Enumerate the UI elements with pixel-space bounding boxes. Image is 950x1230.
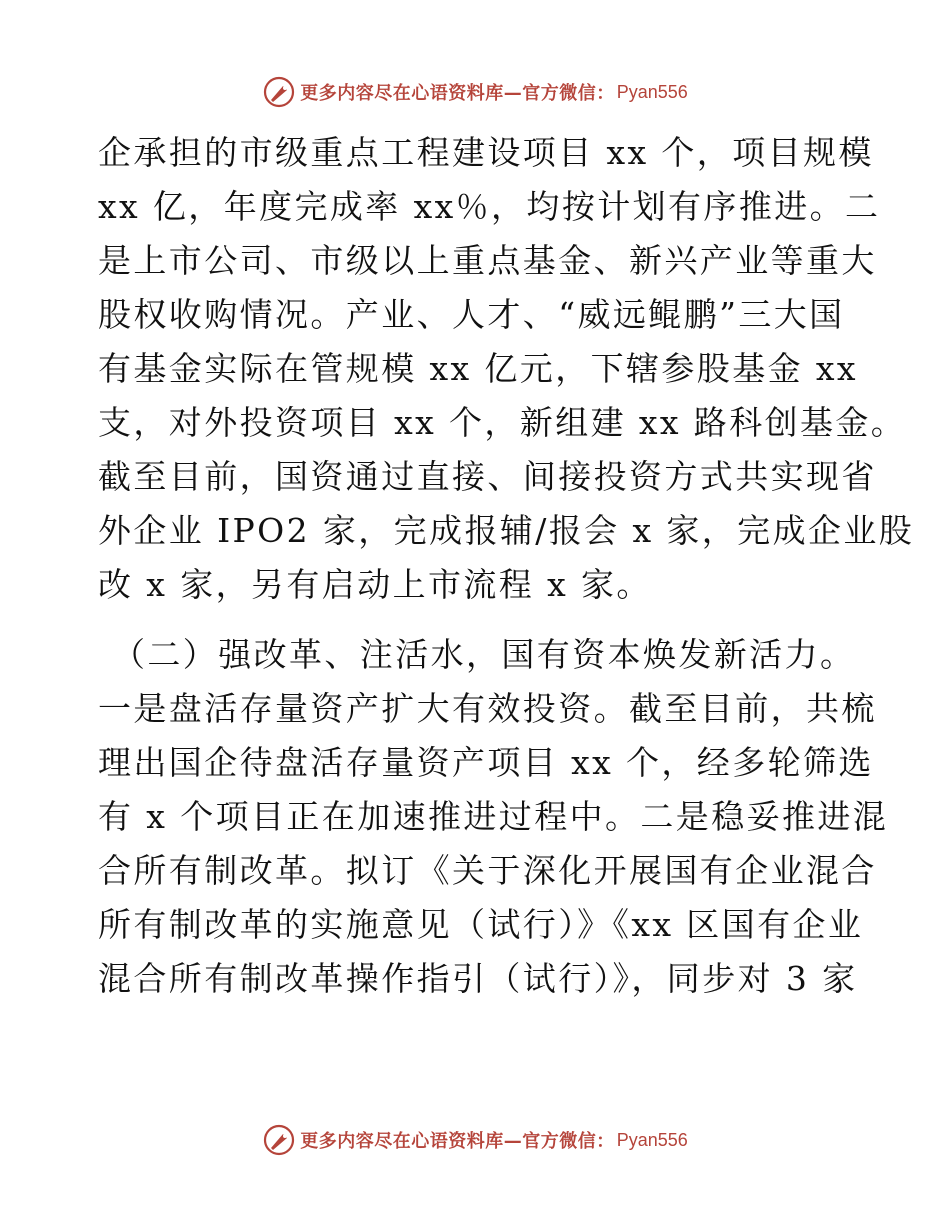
text-line: 企承担的市级重点工程建设项目 xx 个，项目规模 bbox=[98, 133, 874, 172]
text-line: 所有制改革的实施意见（试行）》《xx 区国有企业 bbox=[98, 905, 864, 944]
text-line: 理出国企待盘活存量资产项目 xx 个，经多轮筛选 bbox=[98, 743, 874, 782]
text-line: 截至目前，国资通过直接、间接投资方式共实现省 bbox=[98, 457, 877, 496]
watermark-wechat-id: Pyan556 bbox=[616, 1129, 688, 1150]
text-line: 改 x 家，另有启动上市流程 x 家。 bbox=[98, 565, 652, 604]
pen-nib-icon bbox=[262, 1123, 296, 1157]
watermark-wechat-id: Pyan556 bbox=[616, 81, 688, 102]
section-heading: （二）强改革、注活水，国有资本焕发新活力。 bbox=[112, 635, 856, 674]
pen-nib-icon bbox=[262, 75, 296, 109]
text-line: 有 x 个项目正在加速推进过程中。二是稳妥推进混 bbox=[98, 797, 889, 836]
footer-watermark bbox=[0, 1120, 950, 1160]
text-line: 一是盘活存量资产扩大有效投资。截至目前，共梳 bbox=[98, 689, 877, 728]
text-line: 有基金实际在管规模 xx 亿元，下辖参股基金 xx bbox=[98, 349, 858, 388]
text-line: 支，对外投资项目 xx 个，新组建 xx 路科创基金。 bbox=[98, 403, 907, 442]
paragraph-gap bbox=[98, 612, 868, 628]
header-watermark bbox=[0, 72, 950, 112]
text-line: 外企业 IPO2 家，完成报辅/报会 x 家，完成企业股 bbox=[98, 511, 915, 550]
watermark-text: 更多内容尽在心语资料库—官方微信： bbox=[300, 1131, 615, 1152]
text-line: 混合所有制改革操作指引（试行）》，同步对 3 家 bbox=[98, 959, 858, 998]
document-body bbox=[98, 126, 915, 1006]
text-line: 股权收购情况。产业、人才、“威远鲲鹏”三大国 bbox=[98, 295, 845, 334]
text-line: 合所有制改革。拟订《关于深化开展国有企业混合 bbox=[98, 851, 877, 890]
text-line: xx 亿，年度完成率 xx％，均按计划有序推进。二 bbox=[98, 187, 881, 226]
text-line: 是上市公司、市级以上重点基金、新兴产业等重大 bbox=[98, 241, 877, 280]
watermark-text: 更多内容尽在心语资料库—官方微信： bbox=[300, 83, 615, 104]
